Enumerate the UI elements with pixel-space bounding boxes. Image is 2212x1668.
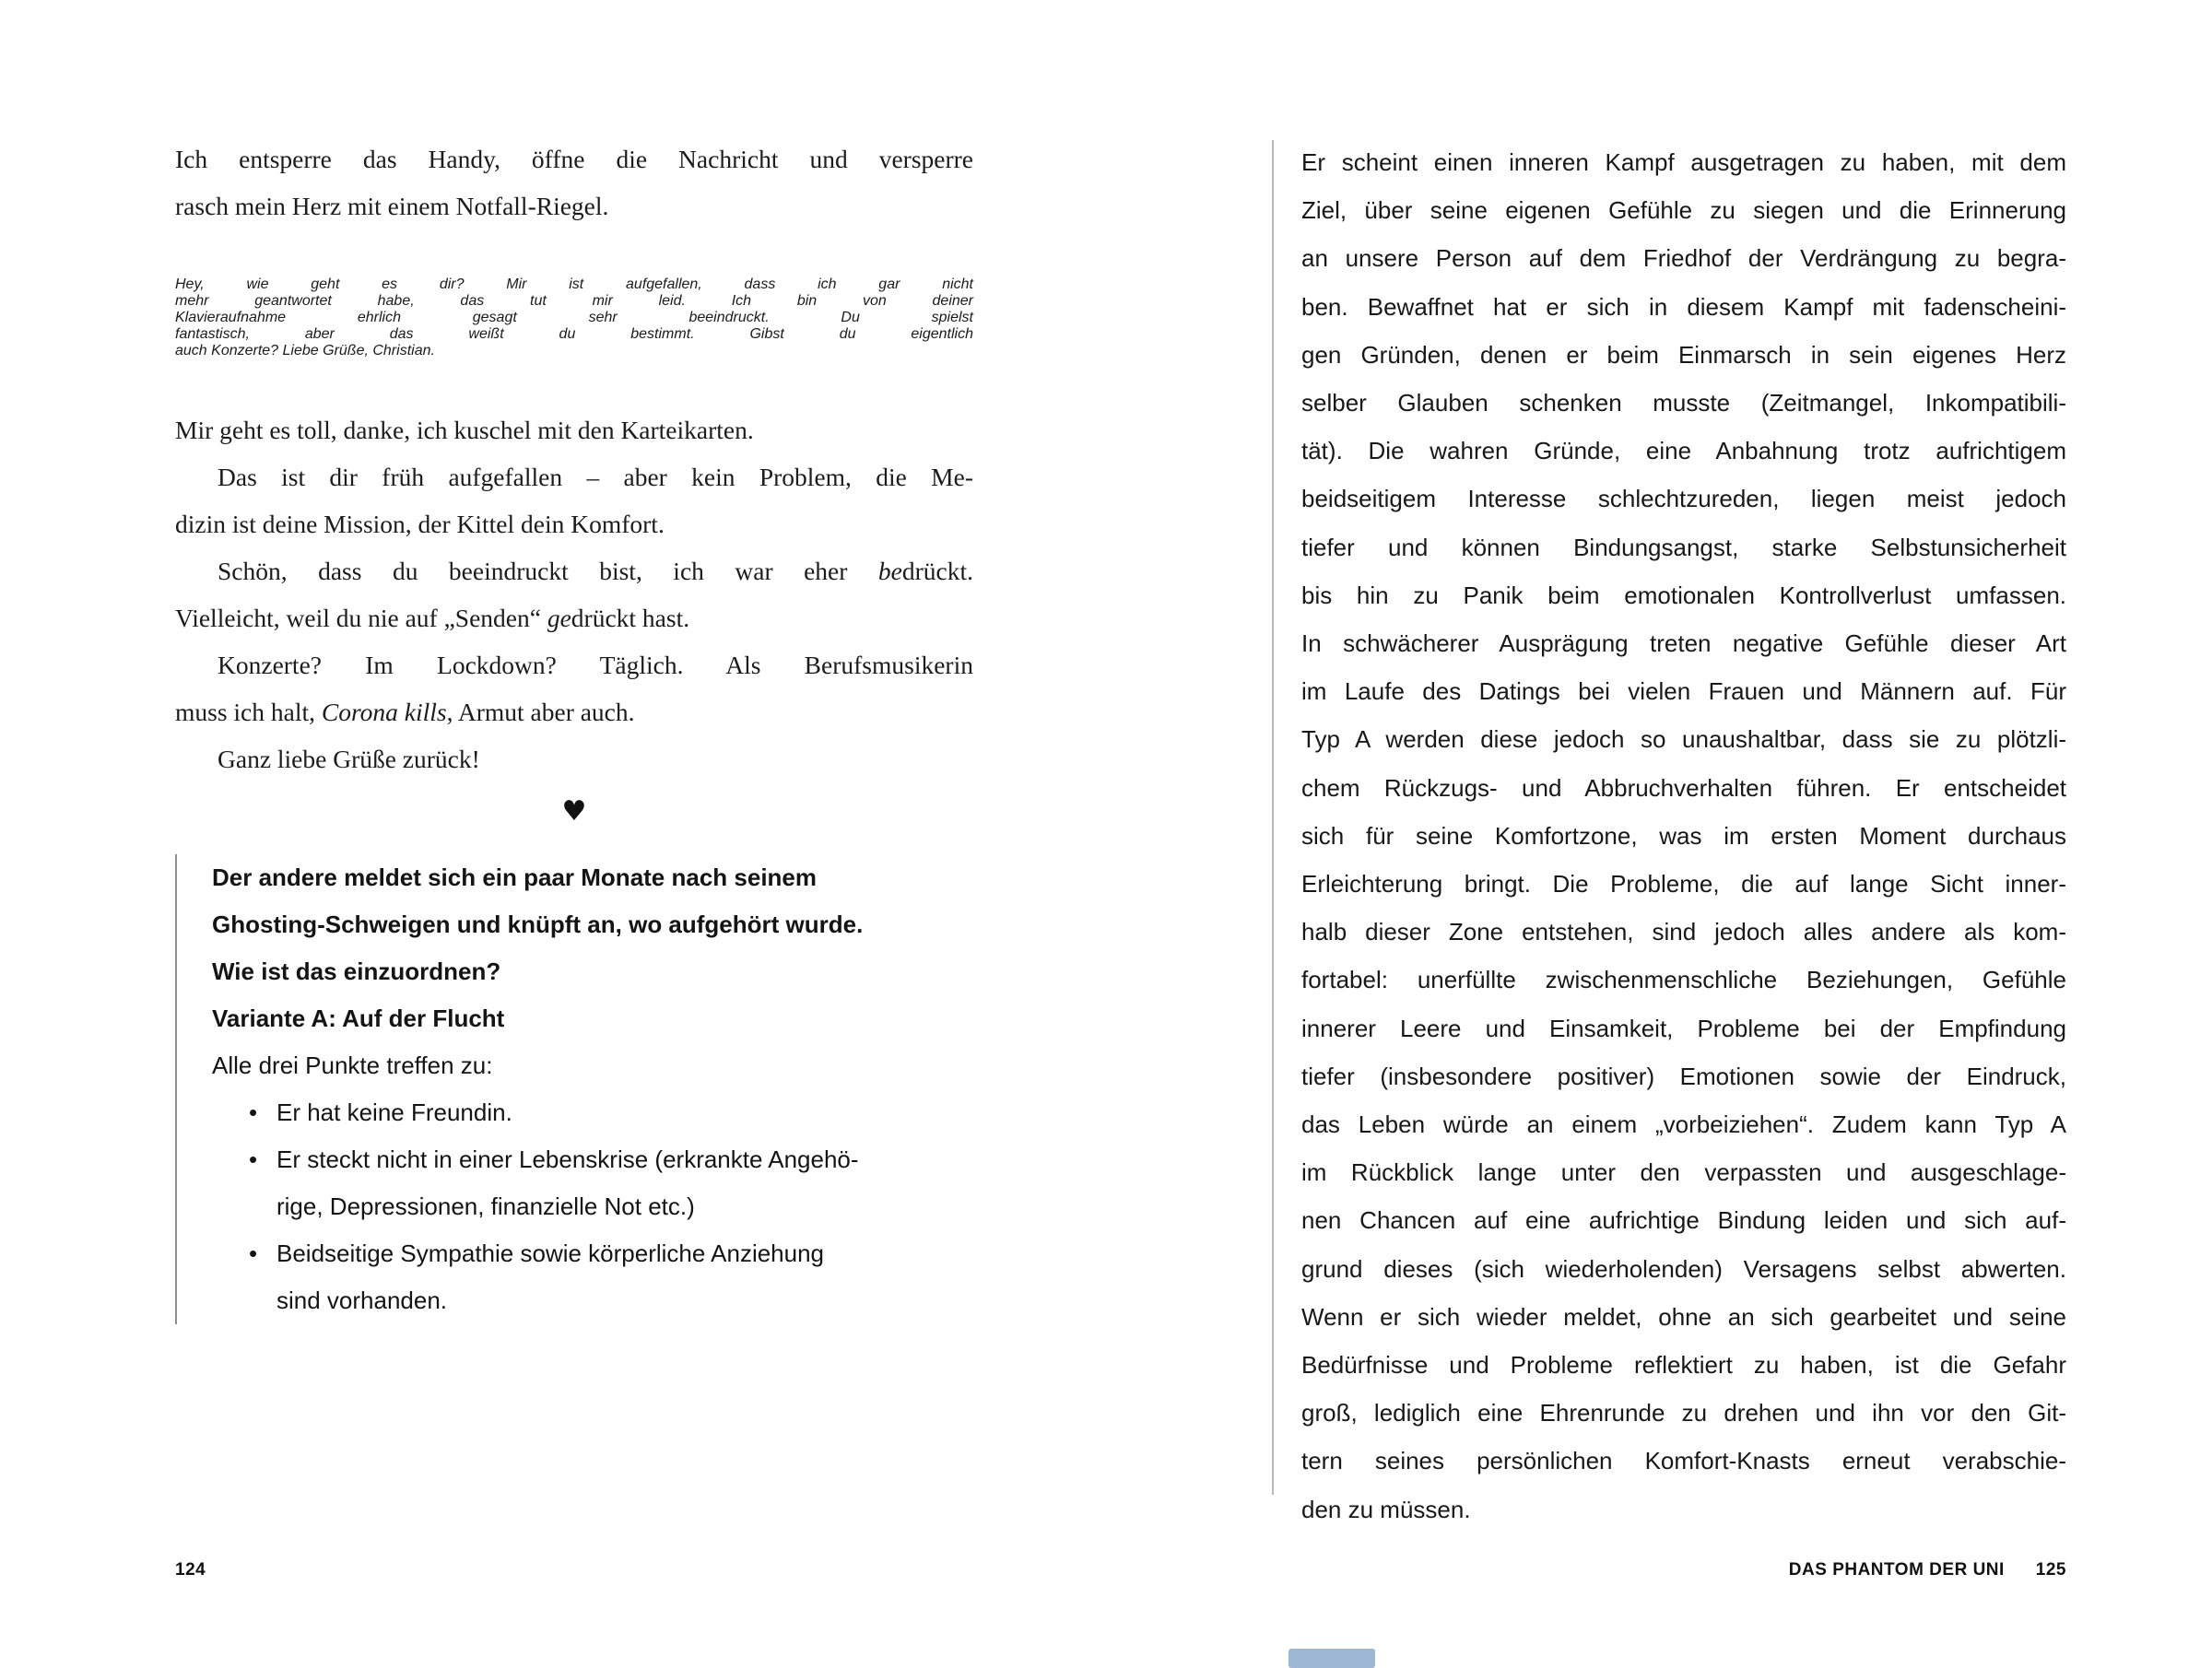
- text-line: innerer Leere und Einsamkeit, Probleme bei der Empfindung: [1301, 1014, 2066, 1042]
- text-line: gen Gründen, denen er beim Einmarsch in sein eigenes Herz: [1301, 340, 2066, 369]
- text-line: grund dieses (sich wiederholenden) Versagens selbst abwerten.: [1301, 1254, 2066, 1283]
- bullet-item-line: • Er steckt nicht in einer Lebenskrise (erkrankte Angehö-: [212, 1136, 973, 1183]
- paragraph: [175, 135, 973, 229]
- text-line: halb dieser Zone entstehen, sind jedoch alles andere als kom-: [1301, 918, 2066, 946]
- qa-box-line: Wie ist das einzuordnen?: [212, 957, 501, 985]
- text-line: Vielleicht, weil du nie auf „Senden“ gedrückt hast.: [175, 604, 690, 632]
- text-line: In schwächerer Ausprägung treten negative Gefühle dieser Art: [1301, 629, 2066, 658]
- page-number-left: 124: [175, 1560, 206, 1580]
- bullet-icon: •: [249, 1145, 258, 1173]
- text-line: selber Glauben schenken musste (Zeitmangel, Inkompatibili-: [1301, 389, 2066, 417]
- bullet-icon: •: [249, 1098, 258, 1126]
- text-line: bis hin zu Panik beim emotionalen Kontrollverlust umfassen.: [1301, 581, 2066, 609]
- text-line: tiefer und können Bindungsangst, starke Selbstunsicherheit: [1301, 533, 2066, 561]
- text-line: chem Rückzugs- und Abbruchverhalten führen. Er entscheidet: [1301, 773, 2066, 802]
- text-line: Er scheint einen inneren Kampf ausgetragen zu haben, mit dem: [1301, 148, 2066, 176]
- scan-artifact-mark: [1288, 1649, 1375, 1668]
- text-line: fortabel: unerfüllte zwischenmenschliche Beziehungen, Gefühle: [1301, 966, 2066, 994]
- text-line: Klavieraufnahme ehrlich gesagt sehr beeindruckt. Du spielst: [175, 310, 973, 325]
- text-line: Ich entsperre das Handy, öffne die Nachricht und versperre: [175, 145, 973, 173]
- left-paragraphs: [175, 135, 973, 782]
- bullet-icon: •: [249, 1239, 258, 1267]
- running-footer: [1789, 1560, 2066, 1580]
- qa-box-line: Der andere meldet sich ein paar Monate nach seinem: [212, 863, 818, 891]
- text-line: Konzerte? Im Lockdown? Täglich. Als Berufsmusikerin: [218, 651, 973, 679]
- text-line: den zu müssen.: [1301, 1495, 1471, 1523]
- text-line: Das ist dir früh aufgefallen – aber kein Problem, die Me-: [218, 463, 973, 491]
- text-line: rasch mein Herz mit einem Notfall-Riegel.: [175, 192, 609, 220]
- text-line: mehr geantwortet habe, das tut mir leid. Ich bin von deiner: [175, 293, 973, 309]
- text-line: fantastisch, aber das weißt du bestimmt. Gibst du eigentlich: [175, 326, 973, 342]
- text-line: beidseitigem Interesse schlechtzureden, liegen meist jedoch: [1301, 485, 2066, 513]
- text-line: im Laufe des Datings bei vielen Frauen und Männern auf. Für: [1301, 677, 2066, 706]
- text-line: Schön, dass du beeindruckt bist, ich war eher bedrückt.: [218, 557, 973, 585]
- text-line: muss ich halt, Corona kills, Armut aber auch.: [175, 698, 635, 726]
- text-line: tern seines persönlichen Komfort-Knasts erneut verabschie-: [1301, 1447, 2066, 1475]
- paragraph: [175, 276, 973, 359]
- text-line: Bedürfnisse und Probleme reflektiert zu haben, ist die Gefahr: [1301, 1351, 2066, 1380]
- qa-box: [175, 854, 973, 1324]
- page-number-right: 125: [2035, 1560, 2066, 1580]
- qa-box-line: Variante A: Auf der Flucht: [212, 1004, 505, 1032]
- text-line: im Rückblick lange unter den verpassten und ausgeschlage-: [1301, 1158, 2066, 1187]
- left-text-block: [175, 135, 973, 1324]
- text-line: auch Konzerte? Liebe Grüße, Christian.: [175, 343, 435, 358]
- qa-box-line: Alle drei Punkte treffen zu:: [212, 1051, 493, 1079]
- qa-box-line: Ghosting-Schweigen und knüpft an, wo aufgehört wurde.: [212, 910, 864, 938]
- running-header-title: DAS PHANTOM DER UNI: [1788, 1560, 2005, 1580]
- text-line: Hey, wie geht es dir? Mir ist aufgefallen, dass ich gar nicht: [175, 276, 973, 292]
- right-text-block: [1301, 138, 2066, 1533]
- bullet-item-line: • Er hat keine Freundin.: [212, 1089, 973, 1136]
- text-line: tiefer (insbesondere positiver) Emotionen sowie der Eindruck,: [1301, 1062, 2066, 1090]
- paragraph: [175, 406, 973, 782]
- text-line: das Leben würde an einem „vorbeiziehen“. Zudem kann Typ A: [1301, 1110, 2066, 1139]
- heart-icon: ♥: [561, 795, 587, 828]
- text-line: an unsere Person auf dem Friedhof der Verdrängung zu begra-: [1301, 244, 2066, 273]
- text-line: tät). Die wahren Gründe, eine Anbahnung trotz aufrichtigem: [1301, 437, 2066, 465]
- gutter-rule: [1272, 140, 1274, 1495]
- text-line: Erleichterung bringt. Die Probleme, die auf lange Sicht inner-: [1301, 870, 2066, 899]
- text-line: Ganz liebe Grüße zurück!: [218, 745, 480, 773]
- bullet-item-line: • Beidseitige Sympathie sowie körperliche Anziehung: [212, 1230, 973, 1277]
- text-line: nen Chancen auf eine aufrichtige Bindung leiden und sich auf-: [1301, 1206, 2066, 1235]
- text-line: Mir geht es toll, danke, ich kuschel mit den Karteikarten.: [175, 416, 754, 444]
- text-line: groß, lediglich eine Ehrenrunde zu drehen und ihn vor den Git-: [1301, 1399, 2066, 1427]
- bullet-item-line: sind vorhanden.: [276, 1286, 448, 1314]
- text-line: dizin ist deine Mission, der Kittel dein Komfort.: [175, 510, 665, 538]
- text-line: Ziel, über seine eigenen Gefühle zu siegen und die Erinnerung: [1301, 196, 2066, 225]
- text-line: Wenn er sich wieder meldet, ohne an sich gearbeitet und seine: [1301, 1302, 2066, 1331]
- text-line: sich für seine Komfortzone, was im ersten Moment durchaus: [1301, 821, 2066, 850]
- bullet-item-line: rige, Depressionen, finanzielle Not etc.): [276, 1192, 695, 1220]
- text-line: ben. Bewaffnet hat er sich in diesem Kampf mit fadenscheini-: [1301, 292, 2066, 321]
- text-line: Typ A werden diese jedoch so unaushaltbar, dass sie zu plötzli-: [1301, 725, 2066, 754]
